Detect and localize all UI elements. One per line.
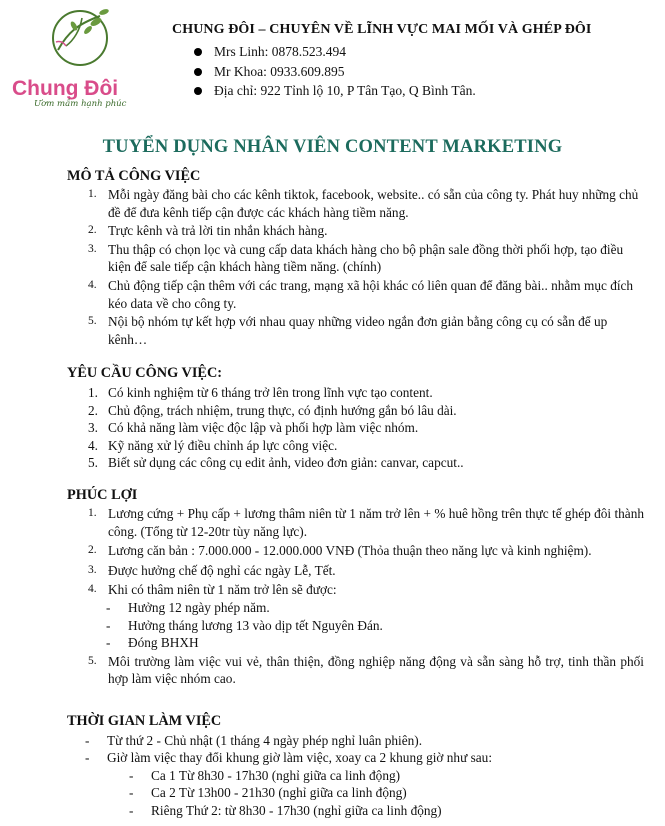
section-heading-working-hours: THỜI GIAN LÀM VIỆC bbox=[67, 713, 222, 729]
list-item: 4. Khi có thâm niên từ 1 năm trở lên sẽ được: - Hưởng 12 ngày phép năm. - Hưởng tháng lương 13 vào dịp tết Nguyên Đán. - Đóng BHXH bbox=[78, 581, 644, 651]
page-title: TUYỂN DỤNG NHÂN VIÊN CONTENT MARKETING bbox=[102, 137, 563, 157]
company-logo bbox=[8, 2, 158, 112]
list-item: 3. Có khả năng làm việc độc lập và phối hợp làm việc nhóm. bbox=[88, 420, 419, 436]
logo-graphic bbox=[8, 2, 158, 112]
job-description-list bbox=[78, 186, 644, 348]
shift-item: - Ca 2 Từ 13h00 - 21h30 (nghỉ giữa ca linh động) bbox=[129, 784, 645, 801]
list-item: 4. Chủ động tiếp cận thêm với các trang, mạng xã hội khác có liên quan để đăng bài.. nhằm mục đích kéo data về cho công ty. bbox=[88, 277, 634, 311]
list-item: - Giờ làm việc thay đổi khung giờ làm việc, xoay ca 2 khung giờ như sau: bbox=[85, 749, 645, 766]
company-name: CHUNG ĐÔI – CHUYÊN VỀ LĨNH VỰC MAI MỐI VÀ GHÉP ĐÔI bbox=[172, 22, 592, 37]
section-heading-requirements: YÊU CẦU CÔNG VIỆC: bbox=[67, 365, 223, 381]
list-item: 5. Nội bộ nhóm tự kết hợp với nhau quay những video ngắn đơn giản bằng công cụ có sẵn để up kênh… bbox=[88, 314, 608, 347]
list-item: 1. Có kinh nghiệm từ 6 tháng trở lên trong lĩnh vực tạo content. bbox=[88, 385, 433, 400]
section-heading-job-description: MÔ TẢ CÔNG VIỆC bbox=[67, 168, 201, 184]
working-hours-block bbox=[85, 732, 645, 819]
requirements-list bbox=[78, 384, 644, 472]
benefits-list bbox=[78, 505, 644, 688]
list-item: 5. Biết sử dụng các công cụ edit ảnh, video đơn giản: canvar, capcut.. bbox=[88, 455, 464, 471]
contact-item: Mrs Linh: 0878.523.494 bbox=[194, 42, 657, 62]
sub-list-item: - Hưởng 12 ngày phép năm. bbox=[106, 599, 644, 617]
shift-list bbox=[129, 767, 645, 819]
sub-list-item: - Đóng BHXH bbox=[106, 634, 644, 652]
logo-tagline: Ươm mầm hạnh phúc bbox=[34, 99, 127, 109]
list-item: 3. Thu thập có chọn lọc và cung cấp data khách hàng cho bộ phận sale đồng thời phối hợp, tạo điều kiện để sale tiếp cận khách hàng tiềm năng. (chính) bbox=[88, 241, 624, 275]
logo-brand: Chung Đôi bbox=[12, 77, 119, 100]
list-item: 4. Kỹ năng xử lý điều chỉnh áp lực công việc. bbox=[88, 437, 338, 453]
working-hours-list bbox=[85, 732, 645, 767]
shift-item: - Riêng Thứ 2: từ 8h30 - 17h30 (nghỉ giữa ca linh động) bbox=[129, 802, 645, 819]
list-item: 3. Được hưởng chế độ nghỉ các ngày Lễ, Tết. bbox=[88, 562, 336, 578]
benefits-sub-list bbox=[106, 599, 644, 652]
header bbox=[172, 22, 657, 101]
list-item: 5. Môi trường làm việc vui vẻ, thân thiện, đồng nghiệp năng động và sẵn sàng hỗ trợ, tinh thần phối hợp làm việc nhóm cao. bbox=[88, 653, 644, 687]
sub-list-item: - Hưởng tháng lương 13 vào dịp tết Nguyên Đán. bbox=[106, 617, 644, 635]
shift-item: - Ca 1 Từ 8h30 - 17h30 (nghỉ giữa ca linh động) bbox=[129, 767, 645, 784]
list-item: 1. Lương cứng + Phụ cấp + lương thâm niên từ 1 năm trở lên + % huê hồng trên thực tế ghép đôi thành công. (Tổng từ 12-20tr tùy năng lực). bbox=[88, 506, 644, 539]
section-heading-benefits: PHÚC LỢI bbox=[67, 487, 138, 503]
contact-item: Địa chỉ: 922 Tỉnh lộ 10, P Tân Tạo, Q Bình Tân. bbox=[194, 81, 657, 101]
list-item: 2. Lương căn bản : 7.000.000 - 12.000.000 VNĐ (Thỏa thuận theo năng lực và kinh nghiệm). bbox=[88, 543, 592, 559]
contact-item: Mr Khoa: 0933.609.895 bbox=[194, 62, 657, 82]
list-item: 2. Trực kênh và trả lời tin nhắn khách hàng. bbox=[88, 223, 328, 239]
list-item: 1. Mỗi ngày đăng bài cho các kênh tiktok, facebook, website.. có sẵn của công ty. Phát huy những chủ đề để đưa kênh tiếp cận được các khách hàng tiềm năng. bbox=[88, 187, 639, 220]
list-item: - Từ thứ 2 - Chủ nhật (1 tháng 4 ngày phép nghỉ luân phiên). bbox=[85, 732, 645, 749]
contact-list bbox=[172, 42, 657, 101]
list-item: 2. Chủ động, trách nhiệm, trung thực, có định hướng gắn bó lâu dài. bbox=[88, 402, 457, 418]
